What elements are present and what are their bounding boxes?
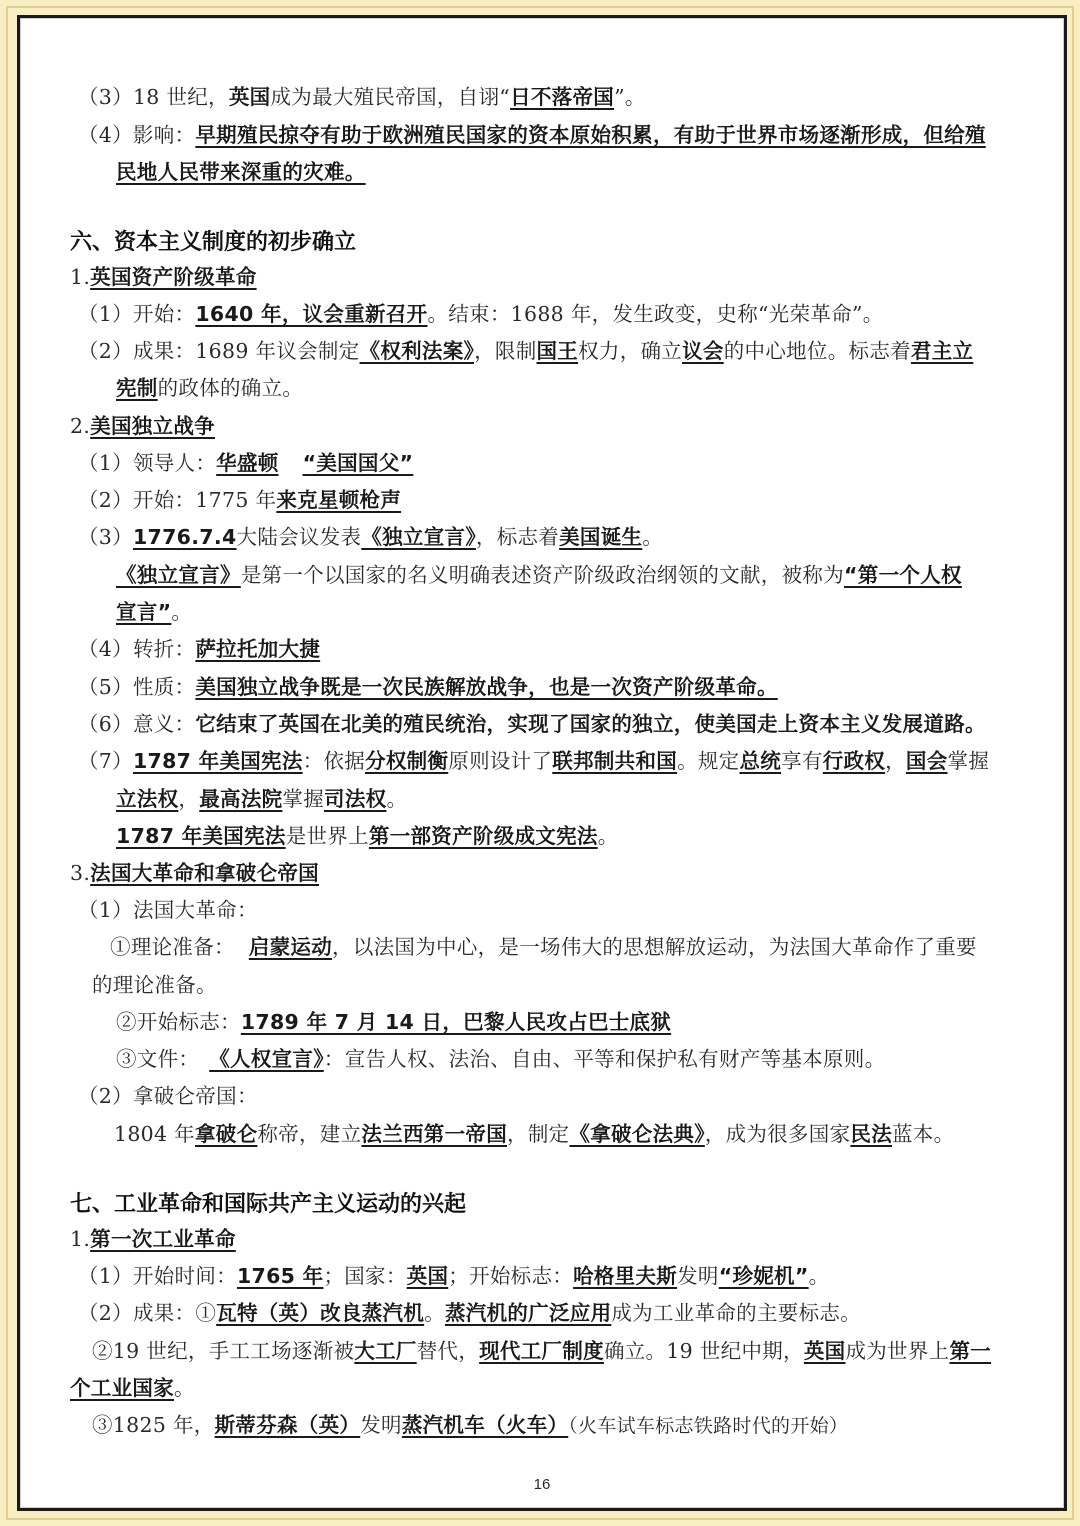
text-line: （2）成果：①瓦特（英）改良蒸汽机。蒸汽机的广泛应用成为工业革命的主要标志。 (78, 1301, 861, 1325)
text-line: 民地人民带来深重的灾难。 (116, 160, 366, 184)
text-line: 宪制的政体的确立。 (116, 376, 304, 400)
text-line: （1）开始：1640 年，议会重新召开。结束：1688 年，发生政变，史称“光荣革命”。 (78, 302, 884, 326)
text-line: （2）成果：1689 年议会制定《权利法案》，限制国王权力，确立议会的中心地位。标志着君主立 (78, 339, 974, 363)
subsection-heading: 3.法国大革命和拿破仑帝国 (70, 861, 319, 885)
text-line: （1）开始时间：1765 年；国家：英国；开始标志：哈格里夫斯发明“珍妮机”。 (78, 1264, 830, 1288)
text-line: ②开始标志：1789 年 7 月 14 日，巴黎人民攻占巴士底狱 (116, 1010, 672, 1034)
text-line: （2）开始：1775 年来克星顿枪声 (78, 488, 402, 512)
text-line: （4）转折：萨拉托加大捷 (78, 637, 321, 661)
text-line: 《独立宣言》是第一个以国家的名义明确表述资产阶级政治纲领的文献，被称为“第一个人权 (116, 563, 962, 587)
text-line: ③文件： 《人权宣言》：宣告人权、法治、自由、平等和保护私有财产等基本原则。 (116, 1047, 886, 1071)
text-line: （3）18 世纪，英国成为最大殖民帝国，自诩“日不落帝国”。 (78, 85, 646, 109)
text-line: 的理论准备。 (92, 973, 217, 997)
section-heading: 七、工业革命和国际共产主义运动的兴起 (70, 1192, 467, 1217)
document-page (17, 15, 1067, 1511)
text-line: ③1825 年，斯蒂芬森（英）发明蒸汽机车（火车）（火车试车标志铁路时代的开始） (92, 1413, 849, 1437)
text-line: 立法权，最高法院掌握司法权。 (116, 787, 408, 811)
section-heading: 六、资本主义制度的初步确立 (70, 230, 357, 255)
text-line: 1804 年拿破仑称帝，建立法兰西第一帝国，制定《拿破仑法典》，成为很多国家民法蓝本。 (114, 1122, 955, 1146)
text-line: （6）意义：它结束了英国在北美的殖民统治，实现了国家的独立，使美国走上资本主义发展道路。 (78, 712, 986, 736)
subsection-heading: 2.美国独立战争 (70, 414, 215, 438)
subsection-heading: 1.英国资产阶级革命 (70, 265, 257, 289)
page-number: 16 (533, 1476, 551, 1493)
text-line: （1）法国大革命： (78, 898, 258, 922)
text-line: 1787 年美国宪法是世界上第一部资产阶级成文宪法。 (116, 824, 619, 848)
subsection-heading: 1.第一次工业革命 (70, 1227, 236, 1251)
text-line: ①理论准备： 启蒙运动，以法国为中心，是一场伟大的思想解放运动，为法国大革命作了重要 (110, 935, 977, 959)
text-line: （4）影响：早期殖民掠夺有助于欧洲殖民国家的资本原始积累，有助于世界市场逐渐形成，但给殖 (78, 123, 986, 147)
text-line: （2）拿破仑帝国： (78, 1084, 258, 1108)
text-line: 个工业国家。 (70, 1376, 195, 1400)
text-line: （1）领导人：华盛顿 “美国国父” (78, 451, 414, 475)
text-line: ②19 世纪，手工工场逐渐被大工厂替代，现代工厂制度确立。19 世纪中期，英国成为世界上第一 (92, 1339, 992, 1363)
text-line: （7）1787 年美国宪法：依据分权制衡原则设计了联邦制共和国。规定总统享有行政权，国会掌握 (78, 749, 990, 773)
text-line: 宣言”。 (116, 600, 193, 624)
text-line: （5）性质：美国独立战争既是一次民族解放战争，也是一次资产阶级革命。 (78, 675, 778, 699)
text-line: （3）1776.7.4大陆会议发表《独立宣言》，标志着美国诞生。 (78, 525, 664, 549)
